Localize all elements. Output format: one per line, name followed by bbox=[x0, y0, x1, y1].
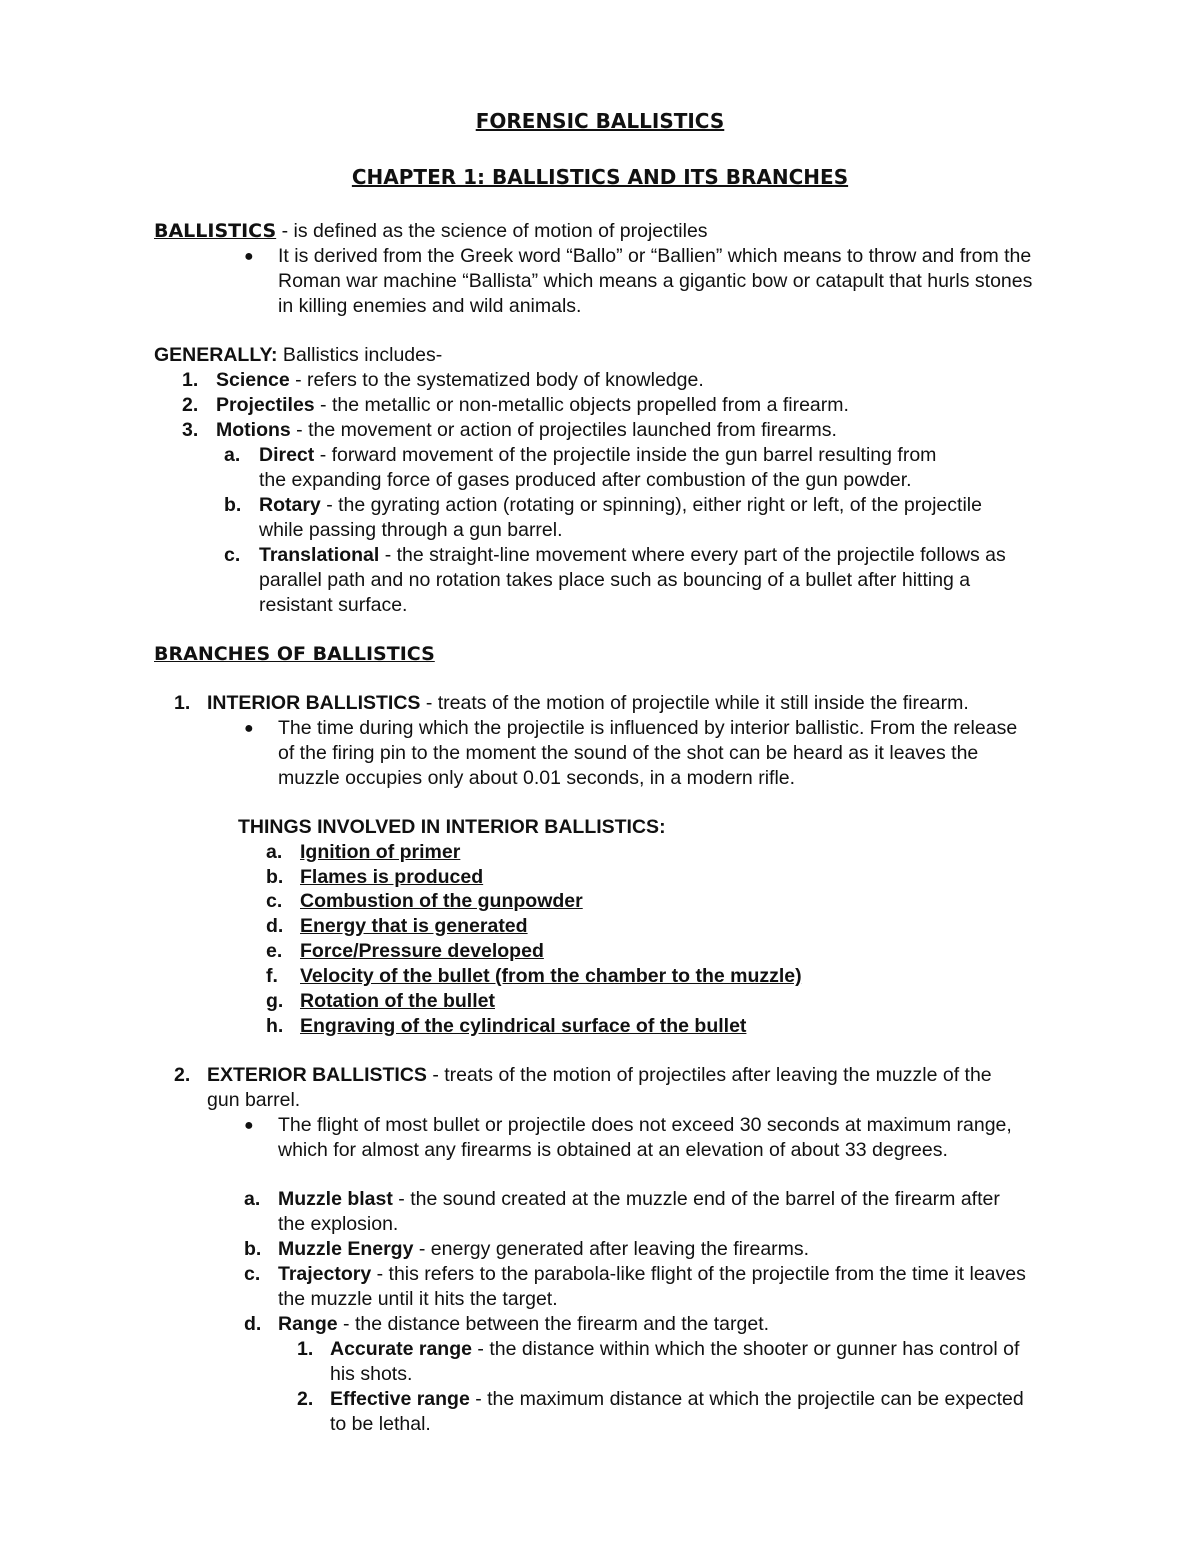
list-number: 3. bbox=[182, 419, 199, 441]
origin-line-2: Roman war machine “Ballista” which means a gigantic bow or catapult that hurls stones bbox=[278, 270, 1033, 292]
exterior-item-term: Trajectory bbox=[278, 1263, 372, 1285]
exterior-muzzle-blast-cont: the explosion. bbox=[278, 1213, 399, 1235]
list-number: 1. bbox=[297, 1338, 314, 1360]
range-effective-cont: to be lethal. bbox=[330, 1413, 431, 1435]
motion-text: - the gyrating action (rotating or spinning), either right or left, of the projectile bbox=[320, 494, 982, 516]
range-effective bbox=[330, 1387, 1024, 1412]
thing-item: Ignition of primer bbox=[300, 841, 461, 863]
thing-item: Rotation of the bullet bbox=[300, 990, 495, 1012]
exterior-trajectory-cont: the muzzle until it hits the target. bbox=[278, 1288, 558, 1310]
item-term: Motions bbox=[216, 419, 291, 441]
list-letter: h. bbox=[266, 1015, 284, 1037]
motion-translational-cont-2: resistant surface. bbox=[259, 594, 408, 616]
ballistics-definition bbox=[154, 219, 708, 244]
exterior-item-text: - the distance between the firearm and the target. bbox=[337, 1313, 770, 1335]
item-text: - the metallic or non-metallic objects propelled from a firearm. bbox=[314, 394, 849, 416]
interior-term: INTERIOR BALLISTICS bbox=[207, 692, 421, 714]
list-letter: d. bbox=[244, 1313, 262, 1335]
list-number: 2. bbox=[182, 394, 199, 416]
range-text: - the distance within which the shooter or gunner has control of bbox=[471, 1338, 1020, 1360]
motion-translational bbox=[259, 543, 1006, 568]
ballistics-term: BALLISTICS bbox=[154, 220, 277, 242]
bullet-icon: ● bbox=[244, 720, 254, 737]
thing-item: Engraving of the cylindrical surface of the bullet bbox=[300, 1015, 747, 1037]
list-letter: b. bbox=[224, 494, 242, 516]
exterior-muzzle-energy bbox=[278, 1237, 809, 1262]
chapter-title: CHAPTER 1: BALLISTICS AND ITS BRANCHES bbox=[351, 165, 849, 189]
thing-item: Energy that is generated bbox=[300, 915, 528, 937]
exterior-item-term: Range bbox=[278, 1313, 338, 1335]
interior-bullet-line-3: muzzle occupies only about 0.01 seconds, in a modern rifle. bbox=[278, 767, 796, 789]
motion-term: Direct bbox=[259, 444, 315, 466]
document-title: FORENSIC BALLISTICS bbox=[475, 109, 725, 133]
list-letter: e. bbox=[266, 940, 283, 962]
bullet-icon: ● bbox=[244, 248, 254, 265]
origin-line-3: in killing enemies and wild animals. bbox=[278, 295, 582, 317]
exterior-item-text: - the sound created at the muzzle end of the barrel of the firearm after bbox=[392, 1188, 1000, 1210]
item-term: Science bbox=[216, 369, 290, 391]
list-number: 2. bbox=[174, 1064, 191, 1086]
list-number: 1. bbox=[174, 692, 191, 714]
exterior-item-term: Muzzle Energy bbox=[278, 1238, 414, 1260]
interior-bullet-line-1: The time during which the projectile is influenced by interior ballistic. From the release bbox=[278, 717, 1018, 739]
branches-heading: BRANCHES OF BALLISTICS bbox=[154, 643, 435, 665]
generally-term: GENERALLY: bbox=[154, 344, 278, 366]
origin-line-1: It is derived from the Greek word “Ballo” or “Ballien” which means to throw and from the bbox=[278, 245, 1032, 267]
motion-translational-cont-1: parallel path and no rotation takes place such as bouncing of a bullet after hitting a bbox=[259, 569, 971, 591]
ballistics-def-text: - is defined as the science of motion of projectiles bbox=[276, 220, 708, 242]
list-letter: b. bbox=[266, 866, 284, 888]
exterior-muzzle-blast bbox=[278, 1187, 1000, 1212]
motion-direct-cont: the expanding force of gases produced after combustion of the gun powder. bbox=[259, 469, 912, 491]
exterior-range bbox=[278, 1312, 769, 1337]
thing-item: Combustion of the gunpowder bbox=[300, 890, 583, 912]
list-number: 1. bbox=[182, 369, 199, 391]
range-term: Accurate range bbox=[330, 1338, 472, 1360]
list-item-motions bbox=[216, 418, 837, 443]
list-letter: c. bbox=[244, 1263, 261, 1285]
range-term: Effective range bbox=[330, 1388, 470, 1410]
exterior-item-term: Muzzle blast bbox=[278, 1188, 393, 1210]
item-text: - refers to the systematized body of knowledge. bbox=[289, 369, 704, 391]
list-letter: d. bbox=[266, 915, 284, 937]
list-letter: a. bbox=[266, 841, 283, 863]
list-letter: g. bbox=[266, 990, 284, 1012]
motion-term: Rotary bbox=[259, 494, 321, 516]
exterior-item-text: - energy generated after leaving the firearms. bbox=[413, 1238, 810, 1260]
list-letter: a. bbox=[224, 444, 241, 466]
motion-term: Translational bbox=[259, 544, 380, 566]
list-item-projectiles bbox=[216, 393, 849, 418]
interior-text: - treats of the motion of projectile while it still inside the firearm. bbox=[420, 692, 969, 714]
list-letter: b. bbox=[244, 1238, 262, 1260]
exterior-text: - treats of the motion of projectiles after leaving the muzzle of the bbox=[426, 1064, 992, 1086]
exterior-item-text: - this refers to the parabola-like flight of the projectile from the time it leaves bbox=[371, 1263, 1026, 1285]
exterior-ballistics bbox=[207, 1063, 992, 1088]
exterior-text-cont: gun barrel. bbox=[207, 1089, 301, 1111]
range-text: - the maximum distance at which the projectile can be expected bbox=[469, 1388, 1024, 1410]
generally-text: Ballistics includes- bbox=[277, 344, 443, 366]
range-accurate bbox=[330, 1337, 1019, 1362]
motion-text: - forward movement of the projectile inside the gun barrel resulting from bbox=[314, 444, 937, 466]
motion-direct bbox=[259, 443, 936, 468]
generally-line bbox=[154, 343, 442, 368]
exterior-trajectory bbox=[278, 1262, 1026, 1287]
list-number: 2. bbox=[297, 1388, 314, 1410]
thing-item: Velocity of the bullet (from the chamber to the muzzle) bbox=[300, 965, 802, 987]
interior-ballistics bbox=[207, 691, 969, 716]
list-item-science bbox=[216, 368, 704, 393]
list-letter: f. bbox=[266, 965, 278, 987]
thing-item: Flames is produced bbox=[300, 866, 484, 888]
list-letter: c. bbox=[224, 544, 241, 566]
bullet-icon: ● bbox=[244, 1117, 254, 1134]
thing-item: Force/Pressure developed bbox=[300, 940, 544, 962]
list-letter: c. bbox=[266, 890, 283, 912]
motion-rotary-cont: while passing through a gun barrel. bbox=[259, 519, 563, 541]
range-accurate-cont: his shots. bbox=[330, 1363, 413, 1385]
item-text: - the movement or action of projectiles launched from firearms. bbox=[290, 419, 837, 441]
interior-bullet-line-2: of the firing pin to the moment the sound of the shot can be heard as it leaves the bbox=[278, 742, 979, 764]
motion-rotary bbox=[259, 493, 982, 518]
exterior-bullet-line-1: The flight of most bullet or projectile does not exceed 30 seconds at maximum range, bbox=[278, 1114, 1012, 1136]
exterior-bullet-line-2: which for almost any firearms is obtained at an elevation of about 33 degrees. bbox=[278, 1139, 948, 1161]
exterior-term: EXTERIOR BALLISTICS bbox=[207, 1064, 427, 1086]
things-heading: THINGS INVOLVED IN INTERIOR BALLISTICS: bbox=[238, 816, 666, 838]
motion-text: - the straight-line movement where every part of the projectile follows as bbox=[379, 544, 1006, 566]
item-term: Projectiles bbox=[216, 394, 315, 416]
list-letter: a. bbox=[244, 1188, 261, 1210]
